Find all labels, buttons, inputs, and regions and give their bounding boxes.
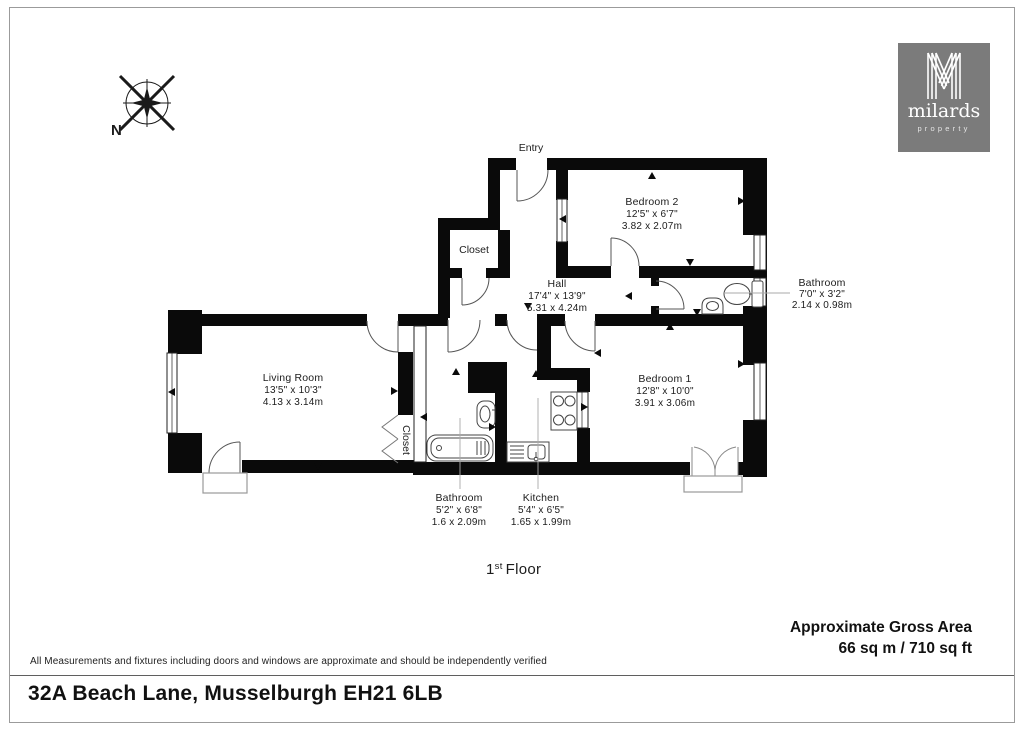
window-bedroom2	[754, 235, 766, 270]
sink-bathroom-bottom	[477, 401, 495, 428]
svg-text:2.14 x 0.98m: 2.14 x 0.98m	[791, 300, 853, 311]
agency-logo	[898, 43, 990, 152]
svg-text:1.6 x 2.09m: 1.6 x 2.09m	[431, 517, 487, 528]
closet-side-label: Closet	[400, 425, 412, 455]
svg-text:Bedroom 2: Bedroom 2	[625, 196, 679, 208]
room-label-bathroom-bottom	[432, 492, 486, 528]
door-bedroom1	[565, 321, 595, 351]
svg-text:3.82 x 2.07m: 3.82 x 2.07m	[621, 221, 683, 232]
door-bedroom2	[611, 238, 639, 266]
svg-text:1.65 x 1.99m: 1.65 x 1.99m	[510, 517, 572, 528]
closet-top-label: Closet	[459, 244, 489, 256]
room-label-bedroom2	[622, 196, 682, 232]
entry-label: Entry	[518, 142, 544, 154]
svg-text:13'5" x 10'3": 13'5" x 10'3"	[264, 385, 322, 396]
window-bedroom1	[754, 363, 766, 420]
svg-text:12'5" x 6'7": 12'5" x 6'7"	[626, 209, 678, 220]
compass-rose-icon	[120, 76, 174, 130]
stove	[551, 392, 577, 430]
door-living-room-exit	[209, 442, 240, 473]
logo-name: milards	[907, 100, 981, 122]
floor-label: 1st Floor	[486, 561, 542, 578]
gross-area-value: 66 sq m / 710 sq ft	[838, 640, 972, 657]
svg-text:Bathroom: Bathroom	[798, 277, 846, 289]
gross-area-block	[790, 617, 972, 659]
door-kitchen	[507, 320, 537, 350]
thin-partition-wall	[414, 326, 426, 462]
svg-text:5.31 x 4.24m: 5.31 x 4.24m	[526, 303, 588, 314]
disclaimer-text: All Measurements and fixtures including doors and windows are approximate and should be independently verified	[30, 656, 547, 667]
svg-text:Living Room: Living Room	[262, 372, 324, 384]
svg-text:Hall: Hall	[547, 278, 567, 290]
room-label-bedroom1	[635, 373, 695, 409]
svg-text:5'2" x 6'8": 5'2" x 6'8"	[436, 505, 482, 516]
door-bathroom-top	[656, 281, 684, 309]
kitchen-sink	[507, 442, 549, 462]
room-label-hall	[527, 278, 587, 314]
svg-text:5'4" x 6'5": 5'4" x 6'5"	[518, 505, 564, 516]
compass-north-label: N	[111, 122, 122, 139]
door-living-room	[367, 321, 398, 352]
step-living-room	[203, 473, 247, 493]
room-label-living-room	[263, 372, 324, 408]
toilet	[724, 281, 763, 307]
french-doors-bedroom1	[692, 447, 738, 477]
footer-divider	[9, 675, 1014, 676]
sink-bathroom-top	[702, 298, 723, 314]
svg-text:7'0" x 3'2": 7'0" x 3'2"	[799, 289, 845, 300]
room-label-bathroom-top	[792, 277, 852, 311]
svg-text:4.13 x 3.14m: 4.13 x 3.14m	[262, 397, 324, 408]
svg-text:Bedroom 1: Bedroom 1	[638, 373, 692, 385]
property-address: 32A Beach Lane, Musselburgh EH21 6LB	[28, 682, 443, 705]
door-closet-top	[462, 278, 489, 305]
svg-text:3.91 x 3.06m: 3.91 x 3.06m	[634, 398, 696, 409]
door-entry	[517, 170, 548, 201]
logo-m-icon	[912, 49, 976, 103]
svg-text:17'4" x 13'9": 17'4" x 13'9"	[528, 291, 586, 302]
step-bedroom1	[684, 476, 742, 492]
svg-text:12'8" x 10'0": 12'8" x 10'0"	[636, 386, 694, 397]
gross-area-title: Approximate Gross Area	[789, 619, 972, 636]
bifold-closet-doors	[382, 415, 398, 463]
room-label-kitchen	[511, 492, 571, 528]
svg-text:Bathroom: Bathroom	[435, 492, 483, 504]
svg-text:Kitchen: Kitchen	[522, 492, 560, 504]
logo-tagline: property	[917, 124, 971, 133]
door-bathroom-bottom	[448, 320, 480, 352]
